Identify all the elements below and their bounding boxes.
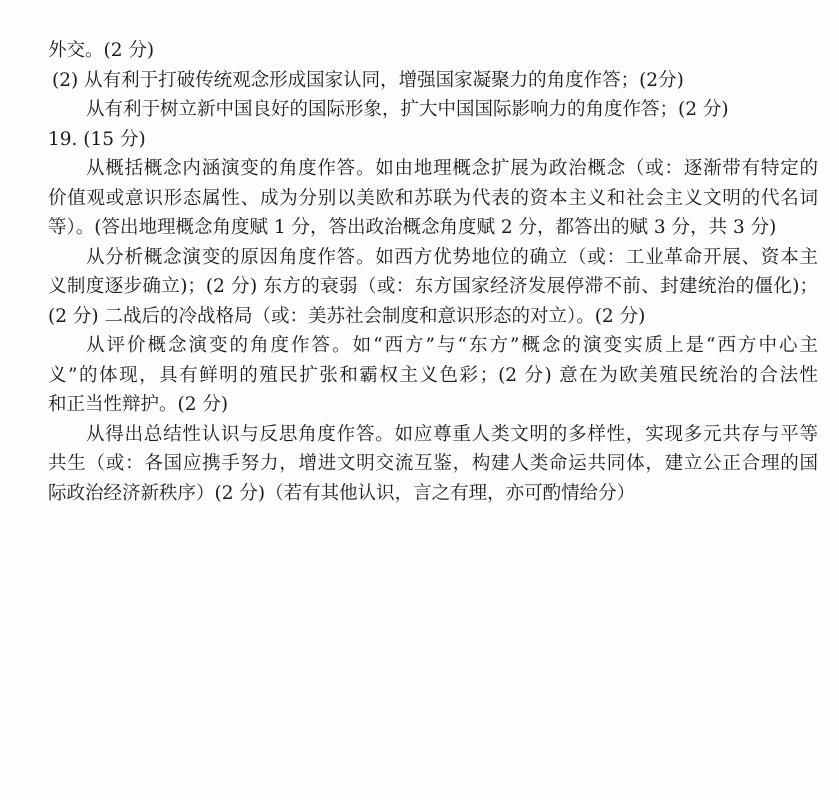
text-line-cause-1: 从分析概念演变的原因角度作答。如西方优势地位的确立（或：工业革命开展、资本主 — [86, 246, 818, 268]
text-line-summary-1: 从得出总结性认识与反思角度作答。如应尊重人类文明的多样性，实现多元共存与平等 — [86, 423, 818, 445]
text-line-concept-2: 价值观或意识形态属性、成为分别以美欧和苏联为代表的资本主义和社会主义文明的代名词 — [48, 187, 818, 209]
text-line-evaluate-3: 和正当性辩护。(2 分) — [48, 394, 229, 415]
text-line-summary-2: 共生（或：各国应携手努力，增进文明交流互鉴，构建人类命运共同体，建立公正合理的国 — [48, 453, 818, 474]
text-line-concept-3: 等）。(答出地理概念角度赋 1 分，答出政治概念角度赋 2 分，都答出的赋 3 分，共 3 分) — [48, 217, 777, 238]
text-line-continuation: 外交。(2 分) — [48, 40, 155, 61]
text-line-cause-2: 义制度逐步确立)；(2 分) 东方的衰弱（或：东方国家经济发展停滞不前、封建统治的僵化)； — [48, 276, 818, 297]
text-line-item-2: (2) 从有利于打破传统观念形成国家认同，增强国家凝聚力的角度作答；(2分) — [52, 69, 684, 91]
text-line-evaluate-1: 从评价概念演变的角度作答。如“西方”与“东方”概念的演变实质上是“西方中心主 — [86, 335, 818, 356]
text-line-item-2-alt: 从有利于树立新中国良好的国际形象，扩大中国国际影响力的角度作答；(2 分) — [86, 99, 729, 120]
text-line-summary-3: 际政治经济新秩序）(2 分)（若有其他认识，言之有理，亦可酌情给分） — [48, 482, 636, 504]
text-line-evaluate-2: 义”的体现，具有鲜明的殖民扩张和霸权主义色彩；(2 分) 意在为欧美殖民统治的合法性 — [48, 364, 818, 386]
text-line-cause-3: (2 分) 二战后的冷战格局（或：美苏社会制度和意识形态的对立）。(2 分) — [48, 305, 646, 327]
text-line-concept-1: 从概括概念内涵演变的角度作答。如由地理概念扩展为政治概念（或：逐渐带有特定的 — [86, 158, 818, 179]
answer-text-block — [48, 36, 818, 508]
question-19-heading: 19. (15 分) — [48, 128, 146, 150]
